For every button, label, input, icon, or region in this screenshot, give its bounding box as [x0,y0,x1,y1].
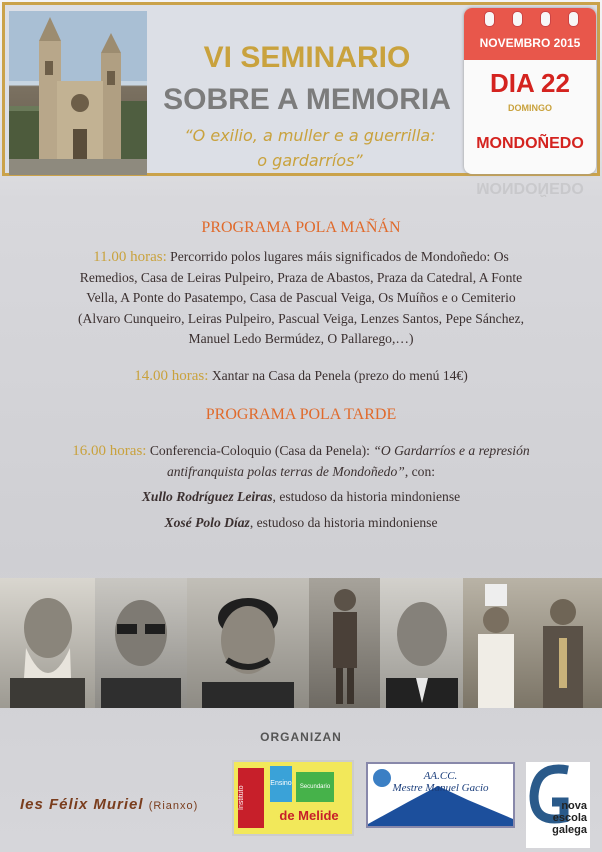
morning-item-1 [8,247,594,350]
nova-line-2: escola [552,812,587,824]
speaker-2 [0,513,602,534]
melide-word-3: Secundario [296,772,334,802]
melide-word-2: Ensino [270,766,292,802]
morning-item-2-text: Xantar na Casa da Penela (prezo do menú 14€) [208,368,468,383]
nova-escola-galega-logo [526,762,590,848]
organizers-heading: ORGANIZAN [260,730,342,744]
portrait-photo [95,578,187,708]
calendar-ring [484,11,495,27]
melide-text: de Melide [279,808,339,823]
portrait-photo [463,578,602,708]
calendar-ring [540,11,551,27]
morning-item-2-time: 14.00 horas: [134,368,209,384]
calendar-ring [512,11,523,27]
portrait-photo [0,578,95,708]
speaker-2-role: , estudoso da historia mindoniense [249,515,438,530]
portrait-strip [0,578,602,708]
morning-heading: PROGRAMA POLA MAÑÁN [201,219,401,236]
conference-title-1: “O Gardarríos e a represión [373,443,530,458]
calendar-month: NOVEMBRO 2015 [464,8,596,60]
afternoon-item-text: Conferencia-Coloquio (Casa da Penela): [146,443,374,458]
speaker-1-name: Xullo Rodríguez Leiras [141,489,273,504]
subtitle-line-2: o gardarríos” [257,151,363,170]
nova-line-3: galega [552,824,587,836]
morning-item-1-line-5: Manuel Ledo Bermúdez, O Pallarego,…) [188,331,414,346]
morning-item-1-line-3: Vella, A Ponte do Pasatempo, Casa de Pascual Veiga, Os Muíños e o Cemiterio [86,290,516,305]
calendar-icon [464,8,596,174]
nova-line-1: nova [561,800,587,812]
portrait-photo [187,578,309,708]
subtitle [165,123,455,173]
afternoon-heading: PROGRAMA POLA TARDE [205,406,397,423]
subtitle-line-1: “O exilio, a muller e a guerrilla: [184,126,436,145]
calendar-day: DIA 22 [490,68,570,98]
speaker-1 [0,487,602,508]
morning-item-1-time: 11.00 horas: [93,249,167,265]
cathedral-photo [9,11,147,175]
morning-item-2 [0,366,602,387]
morning-item-1-line-2: Remedios, Casa de Leiras Pulpeiro, Praza de Abastos, Praza da Catedral, A Fonte [79,269,523,285]
afternoon-item [6,441,596,482]
ies-name: Ies Félix Muriel [20,796,144,813]
title-line-1: VI SEMINARIO [203,41,411,74]
speaker-1-role: , estudoso da historia mindoniense [272,489,461,504]
aacc-line-2: Mestre Manuel Gacio [392,782,489,794]
calendar-town: MONDOÑEDO [476,135,584,152]
title-line-2: SOBRE A MEMORIA [163,83,451,116]
melide-word-1: Instituto [238,768,264,828]
morning-item-1-line-4: (Alvaro Cunqueiro, Leiras Pulpeiro, Pascual Veiga, Lenzes Santos, Pepe Sánchez, [78,310,524,326]
conference-title-2: antifranquista polas terras de Mondoñedo” [166,463,405,479]
aacc-mestre-manuel-gacio-logo [366,762,515,828]
calendar-weekday: DOMINGO [508,103,552,113]
ies-town: (Rianxo) [148,800,199,812]
morning-item-1-line-1: Percorrido polos lugares máis significados de Mondoñedo: Os [166,249,509,264]
speaker-2-name: Xosé Polo Díaz [164,515,250,530]
calendar-reflection: MONDOÑEDO [476,179,584,196]
aacc-line-1: AA.CC. [423,770,458,782]
ies-melide-logo [232,760,354,836]
afternoon-item-time: 16.00 horas: [72,443,147,459]
portrait-photo [309,578,380,708]
portrait-photo [380,578,463,708]
ies-felix-muriel-logo [20,796,198,813]
afternoon-item-tail: , con: [404,463,436,479]
calendar-ring [568,11,579,27]
